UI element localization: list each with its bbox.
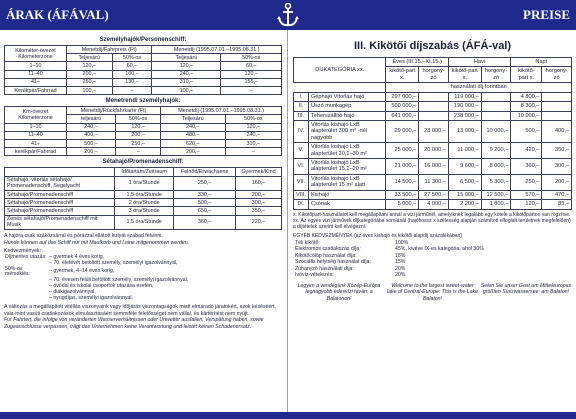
- welcome-en: Welcome to the largest sweet-water lake of Central-Europe: This is the Lake Balaton!: [386, 282, 479, 303]
- cell: 120,–: [116, 123, 161, 131]
- cell: 250,–: [116, 140, 161, 148]
- cell: 641 000,–: [386, 111, 419, 120]
- other-discounts-list: [293, 240, 572, 279]
- table-row: [5, 207, 282, 215]
- cell: 10 000,–: [511, 111, 542, 120]
- cell: 200,–: [67, 148, 116, 156]
- anchor-icon: [274, 2, 302, 28]
- welcome-de: Seien Sie unser Gast am Mitteleuropas größten Süsswassersee: am Balaton!: [480, 282, 572, 296]
- list-item: [293, 272, 572, 279]
- cell: 18%: [395, 252, 406, 259]
- cell: 12 500,–: [481, 190, 511, 199]
- table-row: [5, 148, 282, 156]
- cell: 200,–: [542, 174, 572, 190]
- cell: 400,–: [67, 131, 116, 139]
- cell: [419, 111, 449, 120]
- cell: [419, 102, 449, 111]
- cell: 200,–: [161, 148, 225, 156]
- cell: 120,–: [152, 62, 221, 70]
- cell: 16 000,–: [419, 159, 449, 175]
- harbour-fee-table: [293, 57, 572, 210]
- cell: 5 000,–: [386, 200, 419, 209]
- cell: 10 000,–: [481, 120, 511, 142]
- cell: 41–: [5, 140, 67, 148]
- cell: 300,–: [236, 199, 282, 207]
- welcome-hu: Legyen a vendégünk Közép-Európa legnagyobb édesvízi taván: a Balatonon!: [297, 282, 381, 303]
- table-row: [294, 200, 572, 209]
- cell: 100,–: [152, 87, 221, 95]
- cell: 29 000,–: [386, 120, 419, 142]
- note-dog-hu: A hajóra csak száközsárral és pórázzal ellátott kutyát szabad felvinni.: [4, 233, 163, 240]
- table-row: [5, 176, 282, 190]
- cell: Sétahajó/Promenadenschiff: [5, 199, 115, 207]
- cell: Vitorlás kishajó LxB alapterület 15 m² alatt: [308, 174, 385, 190]
- cell: IX.: [294, 200, 309, 209]
- cell: 500 000,–: [386, 102, 419, 111]
- cell: 20 000,–: [419, 143, 449, 159]
- table-row: [5, 140, 282, 148]
- table-row: [5, 131, 282, 139]
- cell: 330,–: [174, 191, 236, 199]
- cell: 100,–: [67, 87, 113, 95]
- table-row: [5, 123, 282, 131]
- cell: 3 óra/Stunde: [115, 207, 174, 215]
- cell: 1,5 óra/Stunde: [115, 215, 174, 229]
- sub-header: kikötő-part x.: [386, 67, 419, 83]
- table-row: [5, 191, 282, 199]
- sub-header: 50%-os: [112, 54, 152, 62]
- cell: 220,–: [236, 215, 282, 229]
- cell: 120,–: [221, 70, 282, 78]
- cell: 33 500,–: [386, 190, 419, 199]
- cell: 2 óra/Stunde: [115, 199, 174, 207]
- cell: Téli kikötő:: [295, 239, 320, 246]
- col-category: DÍJKATEGÓRIA xx.: [294, 58, 386, 83]
- cell: V.: [294, 143, 309, 159]
- section-title-1: Személyhajók/Personenschiff:: [99, 37, 187, 43]
- cell: 620,–: [161, 140, 225, 148]
- cell: Vitorlás kishajó LxB alapterület 15,1–20 m²: [308, 159, 385, 175]
- cell: 260,–: [67, 78, 113, 86]
- cell: 240,–: [161, 123, 225, 131]
- cell: 300,–: [542, 159, 572, 175]
- cell: 11–40: [5, 131, 67, 139]
- cell: 250,–: [174, 176, 236, 190]
- cell: 200,–: [116, 131, 161, 139]
- cell: 8 000,–: [481, 159, 511, 175]
- cell: 250,–: [511, 174, 542, 190]
- cell: Vitorlás kishajó LxB alapterület 20,1–30 m²: [308, 143, 385, 159]
- cell: 470,–: [542, 190, 572, 199]
- harbour-fee-title: III. Kikötői díjszabás (ÁFÁ-val): [353, 40, 512, 52]
- table-row: [294, 174, 572, 190]
- cell: 500,–: [67, 140, 116, 148]
- cell: 420,–: [511, 143, 542, 159]
- cell: –: [225, 148, 281, 156]
- cell: 350,–: [542, 143, 572, 159]
- col-zone: Kilométer-övezet Kilometerzone: [5, 46, 67, 62]
- sub-header: kikötő-part x.: [511, 67, 542, 83]
- cell: VII.: [294, 174, 309, 190]
- cell: VI.: [294, 159, 309, 175]
- table-row: [294, 92, 572, 101]
- left-page: [4, 34, 282, 330]
- cell: 310,–: [152, 78, 221, 86]
- cell: 200,–: [67, 70, 113, 78]
- sub-header: 50%-os: [225, 115, 281, 123]
- col-zone: Km-övezet Kilometerzone: [5, 107, 67, 123]
- cell: 13 000,–: [448, 120, 481, 142]
- cell: 360,–: [174, 215, 236, 229]
- cell: 14 500,–: [386, 174, 419, 190]
- col-group-1: Menetdíj/Rückfahrkarte (Ft): [67, 107, 161, 115]
- cell: 360,–: [511, 159, 542, 175]
- cell: 20%: [395, 265, 406, 272]
- col-group-year: Éves (III.15.–XI.15.): [386, 58, 448, 67]
- sub-header: 50%-os: [221, 54, 282, 62]
- cell: 240,–: [225, 131, 281, 139]
- cell: 130,–: [112, 78, 152, 86]
- cell: –: [221, 87, 282, 95]
- cell: Kishajó: [308, 190, 385, 199]
- sub-header: horgony-zó: [481, 67, 511, 83]
- cell: 190 000,–: [448, 102, 481, 111]
- cell: 20%: [395, 272, 406, 279]
- cell: –: [116, 148, 161, 156]
- table-row: [5, 215, 282, 229]
- cell: 570,–: [511, 190, 542, 199]
- cell: 23 000,–: [419, 120, 449, 142]
- cell: 1 óra/Stunde: [115, 176, 174, 190]
- cell: Szociális helyiség használat díja:: [295, 259, 371, 266]
- col-adult: Felnőtt/Erwachsene: [174, 168, 236, 176]
- half-item: – gyermek, 4–14 éves korig,: [49, 268, 115, 275]
- liability-hu: A változás a megállapított vitéllás viszonyaink vagy időjárás viszontagságok miatt elmaradó járatokért, azok késéséért, vala-mint vasúti csatlakozások elmulasztásáért semmiféle felelősséget nem vállal, és kártérítést nem nyújt.: [4, 304, 276, 317]
- cell: [542, 111, 572, 120]
- cell: Ivóvíz-vételezés:: [295, 272, 334, 279]
- cell: 1–10: [5, 62, 67, 70]
- cell: Teherszállító hajó: [308, 111, 385, 120]
- cell: 310,–: [225, 140, 281, 148]
- half-item: – 70. évesen felüli betöltött személy, személyi igazolvánnyal,: [49, 277, 189, 284]
- right-page: [293, 34, 572, 303]
- sub-header: 50%-os: [116, 115, 161, 123]
- cell: Géphajó Vitorlás hajó: [308, 92, 385, 101]
- cell: 100%: [395, 239, 409, 246]
- table-row: [294, 143, 572, 159]
- cell: 27 500,–: [419, 190, 449, 199]
- cell: IV.: [294, 120, 309, 142]
- cell: 11 300,–: [419, 174, 449, 190]
- cell: 11 000,–: [448, 143, 481, 159]
- page-divider: [287, 30, 288, 415]
- cell: 120,–: [225, 123, 281, 131]
- cell: 1 800,–: [481, 200, 511, 209]
- promenade-ship-table: [4, 167, 282, 230]
- free-item: – gyermek 4 éves korig,: [49, 253, 105, 260]
- cell: 45%, kivéve IX-es kategória, ahol 30%: [395, 246, 484, 253]
- cell: VIII.: [294, 190, 309, 199]
- cell: 350,–: [236, 207, 282, 215]
- cell: 15 000,–: [448, 190, 481, 199]
- note-dog-de: Hunde können auf das Schiff nur mit Maulkorb und Leine mitgenommen werden.: [4, 239, 190, 246]
- table-row: [5, 70, 282, 78]
- half-label: 50%-os mérséklés:: [5, 265, 31, 278]
- cell: Elektromos csatlakozás díja:: [295, 246, 361, 253]
- header-right-title: PREISE: [523, 7, 570, 22]
- cell: 100,–: [112, 70, 152, 78]
- cell: 650,–: [174, 207, 236, 215]
- cell: [481, 111, 511, 120]
- cell: 297 000,–: [386, 92, 419, 101]
- cell: 60,–: [112, 62, 152, 70]
- cell: 9 200,–: [481, 143, 511, 159]
- cell: 85,–: [542, 200, 572, 209]
- cell: 4 000,–: [419, 200, 449, 209]
- passenger-ship-table: [4, 45, 282, 95]
- table-row: [294, 120, 572, 142]
- cell: Vitorlás kishajó LxB alapterület 300 m² -nél nagyobb: [308, 120, 385, 142]
- top-bar: [0, 0, 576, 30]
- col-empty: [5, 168, 115, 176]
- notes-block: [4, 233, 282, 330]
- cell: kerékpár/Fahrrad: [5, 148, 67, 156]
- cell: Zuhanyzó használati díja:: [295, 265, 354, 272]
- cell: 240,–: [67, 123, 116, 131]
- col-group-1: Menetdíj/Fahrpreis (Ft): [67, 46, 152, 54]
- cell: [481, 102, 511, 111]
- sub-header: horgony-zó: [542, 67, 572, 83]
- cell: 120,–: [511, 200, 542, 209]
- cell: II.: [294, 102, 309, 111]
- cell: Kerékpár/Fahrrad: [5, 87, 67, 95]
- scheduled-ship-table: [4, 106, 282, 156]
- table-row: [294, 102, 572, 111]
- cell: [481, 92, 511, 101]
- bottom-bar: [0, 412, 576, 419]
- discount-table: [4, 255, 282, 303]
- cell: Sétahajó/Promenadenschiff: [5, 207, 115, 215]
- cell: I.: [294, 92, 309, 101]
- cell: [419, 92, 449, 101]
- cell: [542, 92, 572, 101]
- sub-header: Teljesárú: [161, 115, 225, 123]
- cell: Zenés sétahajó/Promenadenschiff mit Musik: [5, 215, 115, 229]
- sub-header: kikötő-part x.: [448, 67, 481, 83]
- table-row: [294, 190, 572, 199]
- cell: 9 600,–: [448, 159, 481, 175]
- cell: 25 000,–: [386, 143, 419, 159]
- col-group-month: Havi: [448, 58, 510, 67]
- col-group-2: Menetdíj (1995.07.01.–1995.08.31.): [152, 46, 282, 54]
- sub-header: teljesárú: [67, 115, 116, 123]
- sub-header: Teljesárú: [67, 54, 113, 62]
- col-group-2: Menetdíj (1995.07.01.–1995.08.31.): [161, 107, 282, 115]
- cell: Sétahajó, vitorlás sétahajó/ Promenadenschiff, Segelyacht: [5, 176, 115, 190]
- cell: 240,–: [152, 70, 221, 78]
- cell: 500,–: [511, 120, 542, 142]
- cell: 160,–: [236, 176, 282, 190]
- cell: 200,–: [236, 191, 282, 199]
- cell: 480,–: [161, 131, 225, 139]
- cell: 4 800,–: [511, 92, 542, 101]
- half-item: – nyugdíjas, személyi igazolvánnyal.: [49, 295, 133, 302]
- cell: 120,–: [67, 62, 113, 70]
- cell: 11–40: [5, 70, 67, 78]
- free-item: – 70. életévét betöltött személy, személyi igazolvánnyal,: [49, 259, 178, 266]
- cell: 15%: [395, 259, 406, 266]
- cell: 6 500,–: [448, 174, 481, 190]
- sub-header: Teljesárú: [152, 54, 221, 62]
- half-item: – óvódai és iskolai csoportok utazása esetén,: [49, 283, 154, 290]
- cell: 400,–: [542, 120, 572, 142]
- col-duration: Időtartam/Zeitraum: [115, 168, 174, 176]
- cell: 8 300,–: [511, 102, 542, 111]
- discount-title: Kedvezmények:: [4, 248, 41, 255]
- cell: 119 000,–: [448, 92, 481, 101]
- section-title-3: Sétahajó/Promenadenschiff:: [102, 159, 184, 166]
- cell: Sétahajó/Promenadenschiff: [5, 191, 115, 199]
- cell: Úszó munkagép: [308, 102, 385, 111]
- cell: 41–: [5, 78, 67, 86]
- cell: [542, 102, 572, 111]
- header-left-title: ÁRAK (ÁFÁVAL): [6, 7, 109, 22]
- table-row: [5, 78, 282, 86]
- cell: 155,–: [221, 78, 282, 86]
- footnote-text: x. Kikötőpart-használatot kell megállapítani annál a vízi járműnél, amelyiknek legalább egy kötele a kikötőparton van rögzítve. xx. Az egyes vízi járművek díjkategóriába sorolását (hajóhossz x szélesség alapján számított elfoglalt területnek megfelelően) a díjtételek szerint kell elvégezni.: [293, 211, 571, 231]
- cell: 238 000,–: [448, 111, 481, 120]
- liability-de: Für Fahrten, die infolge von veränderten Wasserverhältnissen oder Unwetter ausfallen, Verspätung haben, sowie Zugeanschlüsse verpassen, trägt das Unternehmen keine Verantwortung und leistet keinen Schadenersatz.: [4, 317, 264, 330]
- cell: 21 000,–: [386, 159, 419, 175]
- half-item: – diákigazolvánnyal,: [49, 289, 96, 296]
- welcome-footer: [293, 283, 572, 303]
- table-row: [5, 87, 282, 95]
- cell: 5 300,–: [481, 174, 511, 190]
- other-discounts-title: EGYÉB KEDVEZMÉNYEK (az éves kishajó és kikötői alapdíj százalékában): [293, 233, 462, 240]
- cell: 60,–: [221, 62, 282, 70]
- table-row: [5, 199, 282, 207]
- usage-fee-label: használati díj forintban: [386, 83, 572, 92]
- sub-header: horgony-zó: [419, 67, 449, 83]
- free-label: Díjmentes utazás:: [5, 253, 47, 260]
- table-row: [5, 62, 282, 70]
- col-group-day: Napi: [511, 58, 572, 67]
- cell: 1,5 óra/Stunde: [115, 191, 174, 199]
- table-row: [294, 159, 572, 175]
- cell: III.: [294, 111, 309, 120]
- table-row: [294, 111, 572, 120]
- cell: –: [112, 87, 152, 95]
- cell: 1–10: [5, 123, 67, 131]
- cell: Csónak: [308, 200, 385, 209]
- cell: 500,–: [174, 199, 236, 207]
- cell: 2 200,–: [448, 200, 481, 209]
- cell: Kikötőcölöp használat díja:: [295, 252, 357, 259]
- col-child: Gyermek/Kind: [236, 168, 282, 176]
- section-title-2: Menetrendi személyhajók:: [105, 98, 181, 105]
